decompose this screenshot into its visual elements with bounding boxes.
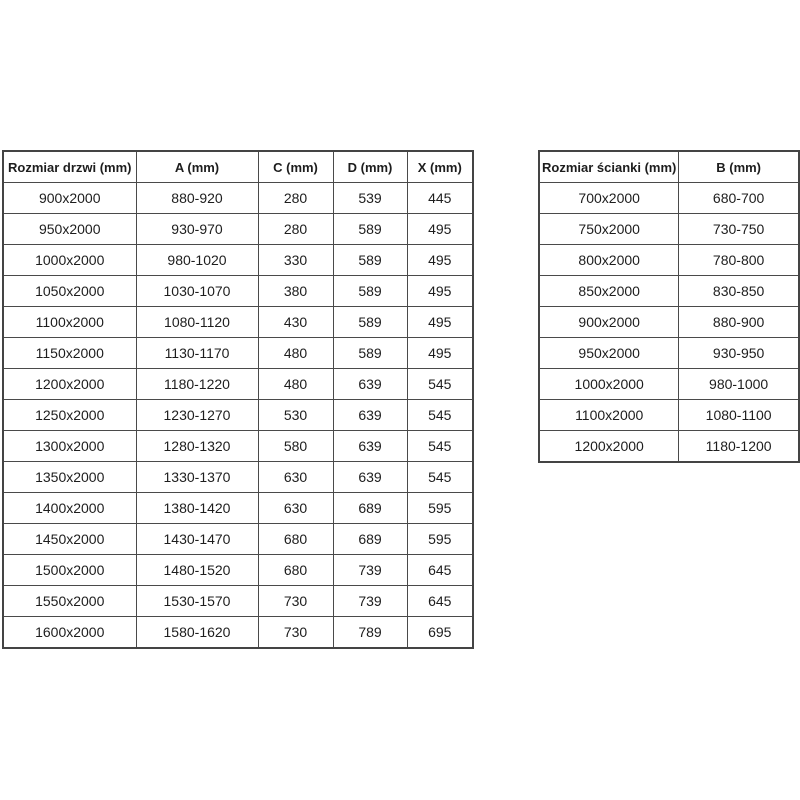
table-cell: 1100x2000 [3, 307, 136, 338]
table-row [3, 307, 473, 338]
table-header-row [539, 151, 799, 183]
table-cell: 545 [407, 462, 473, 493]
table-cell: 1300x2000 [3, 431, 136, 462]
table-row [3, 400, 473, 431]
table-row [3, 214, 473, 245]
table-row [3, 276, 473, 307]
table-header-cell: Rozmiar ścianki (mm) [539, 151, 679, 183]
wall-table-container [538, 150, 800, 463]
table-cell: 480 [258, 369, 333, 400]
table-cell: 330 [258, 245, 333, 276]
table-row [3, 183, 473, 214]
table-cell: 1080-1100 [679, 400, 799, 431]
table-cell: 1050x2000 [3, 276, 136, 307]
table-cell: 730 [258, 586, 333, 617]
table-row [539, 307, 799, 338]
table-cell: 1200x2000 [3, 369, 136, 400]
table-cell: 800x2000 [539, 245, 679, 276]
table-cell: 730-750 [679, 214, 799, 245]
table-cell: 980-1020 [136, 245, 258, 276]
table-cell: 1430-1470 [136, 524, 258, 555]
table-row [3, 617, 473, 649]
table-row [3, 524, 473, 555]
table-cell: 1400x2000 [3, 493, 136, 524]
table-cell: 1350x2000 [3, 462, 136, 493]
table-row [3, 493, 473, 524]
table-header-cell: X (mm) [407, 151, 473, 183]
table-cell: 280 [258, 214, 333, 245]
table-header-cell: A (mm) [136, 151, 258, 183]
table-cell: 1230-1270 [136, 400, 258, 431]
table-cell: 1000x2000 [3, 245, 136, 276]
table-cell: 900x2000 [539, 307, 679, 338]
table-cell: 545 [407, 431, 473, 462]
table-header-cell: B (mm) [679, 151, 799, 183]
table-cell: 1330-1370 [136, 462, 258, 493]
table-cell: 1580-1620 [136, 617, 258, 649]
table-cell: 630 [258, 462, 333, 493]
table-cell: 1450x2000 [3, 524, 136, 555]
table-cell: 739 [333, 586, 407, 617]
table-cell: 1130-1170 [136, 338, 258, 369]
table-cell: 689 [333, 493, 407, 524]
table-cell: 730 [258, 617, 333, 649]
table-cell: 480 [258, 338, 333, 369]
table-cell: 1600x2000 [3, 617, 136, 649]
table-row [3, 586, 473, 617]
table-header-cell: D (mm) [333, 151, 407, 183]
table-cell: 695 [407, 617, 473, 649]
table-cell: 680 [258, 555, 333, 586]
table-cell: 789 [333, 617, 407, 649]
table-cell: 700x2000 [539, 183, 679, 214]
table-cell: 1380-1420 [136, 493, 258, 524]
table-cell: 1100x2000 [539, 400, 679, 431]
table-cell: 495 [407, 307, 473, 338]
table-cell: 630 [258, 493, 333, 524]
table-cell: 880-920 [136, 183, 258, 214]
table-row [539, 338, 799, 369]
table-cell: 1280-1320 [136, 431, 258, 462]
table-cell: 930-950 [679, 338, 799, 369]
table-cell: 930-970 [136, 214, 258, 245]
table-row [539, 400, 799, 431]
table-cell: 1080-1120 [136, 307, 258, 338]
table-cell: 1530-1570 [136, 586, 258, 617]
table-row [539, 183, 799, 214]
table-cell: 495 [407, 214, 473, 245]
table-cell: 639 [333, 400, 407, 431]
table-cell: 680 [258, 524, 333, 555]
table-cell: 1200x2000 [539, 431, 679, 463]
table-cell: 1500x2000 [3, 555, 136, 586]
table-cell: 850x2000 [539, 276, 679, 307]
door-size-table [2, 150, 474, 649]
table-cell: 589 [333, 307, 407, 338]
table-cell: 280 [258, 183, 333, 214]
table-row [3, 555, 473, 586]
table-cell: 1480-1520 [136, 555, 258, 586]
table-cell: 900x2000 [3, 183, 136, 214]
table-row [3, 462, 473, 493]
table-row [539, 276, 799, 307]
table-cell: 880-900 [679, 307, 799, 338]
table-row [539, 214, 799, 245]
table-cell: 589 [333, 245, 407, 276]
table-cell: 1180-1200 [679, 431, 799, 463]
table-cell: 980-1000 [679, 369, 799, 400]
table-cell: 530 [258, 400, 333, 431]
table-row [3, 245, 473, 276]
table-header-row [3, 151, 473, 183]
table-cell: 950x2000 [3, 214, 136, 245]
table-cell: 680-700 [679, 183, 799, 214]
door-table-container [2, 150, 474, 649]
table-cell: 580 [258, 431, 333, 462]
table-cell: 380 [258, 276, 333, 307]
table-cell: 689 [333, 524, 407, 555]
table-header-cell: C (mm) [258, 151, 333, 183]
table-cell: 539 [333, 183, 407, 214]
table-cell: 750x2000 [539, 214, 679, 245]
table-row [539, 431, 799, 463]
table-cell: 645 [407, 586, 473, 617]
table-cell: 495 [407, 276, 473, 307]
table-cell: 445 [407, 183, 473, 214]
table-cell: 639 [333, 462, 407, 493]
table-cell: 739 [333, 555, 407, 586]
table-cell: 950x2000 [539, 338, 679, 369]
table-cell: 430 [258, 307, 333, 338]
wall-size-table [538, 150, 800, 463]
table-cell: 780-800 [679, 245, 799, 276]
table-cell: 495 [407, 245, 473, 276]
table-row [539, 245, 799, 276]
table-cell: 639 [333, 431, 407, 462]
table-row [3, 431, 473, 462]
table-cell: 1250x2000 [3, 400, 136, 431]
table-row [3, 338, 473, 369]
table-cell: 589 [333, 338, 407, 369]
table-cell: 495 [407, 338, 473, 369]
table-cell: 595 [407, 493, 473, 524]
table-cell: 545 [407, 400, 473, 431]
table-cell: 1550x2000 [3, 586, 136, 617]
table-row [539, 369, 799, 400]
table-cell: 589 [333, 214, 407, 245]
table-cell: 639 [333, 369, 407, 400]
table-cell: 589 [333, 276, 407, 307]
table-cell: 1180-1220 [136, 369, 258, 400]
table-cell: 1000x2000 [539, 369, 679, 400]
table-cell: 830-850 [679, 276, 799, 307]
table-cell: 1030-1070 [136, 276, 258, 307]
table-cell: 595 [407, 524, 473, 555]
table-cell: 1150x2000 [3, 338, 136, 369]
table-header-cell: Rozmiar drzwi (mm) [3, 151, 136, 183]
table-cell: 545 [407, 369, 473, 400]
table-cell: 645 [407, 555, 473, 586]
table-row [3, 369, 473, 400]
